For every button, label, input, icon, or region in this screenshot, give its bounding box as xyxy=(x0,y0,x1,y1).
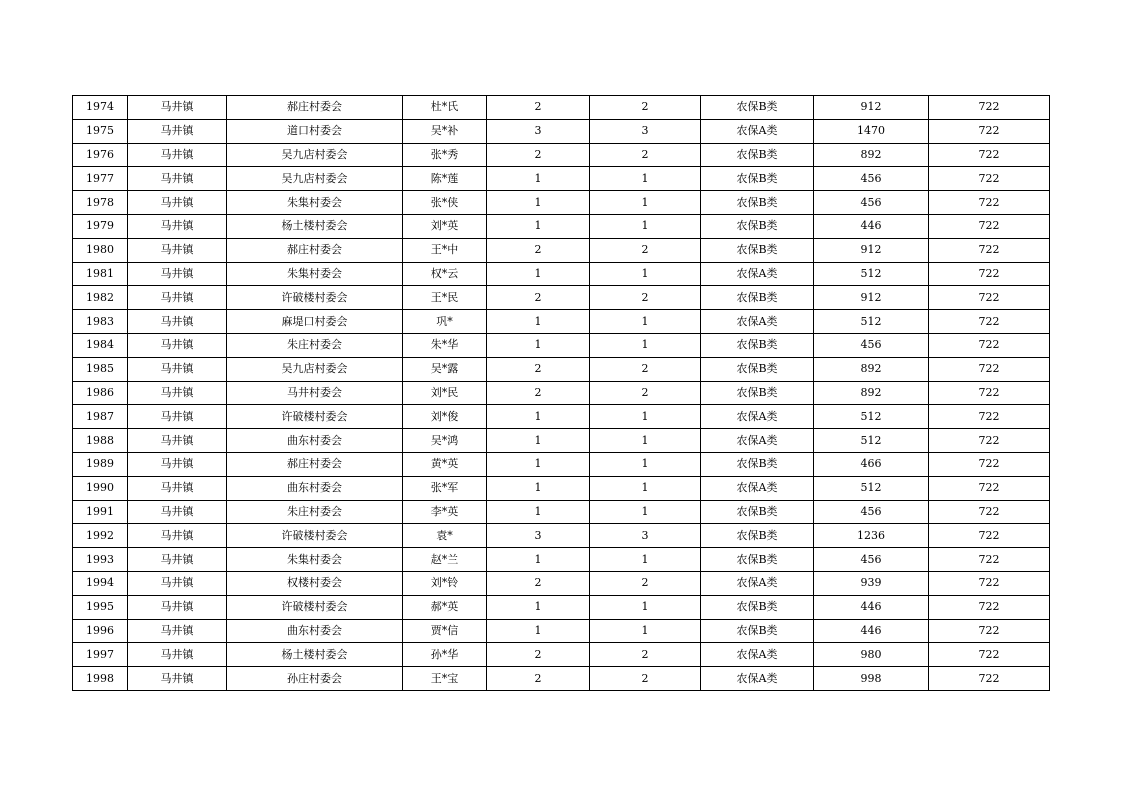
town-cell: 马井镇 xyxy=(128,262,227,286)
household-count-cell: 2 xyxy=(487,238,590,262)
serial-number-cell: 1986 xyxy=(73,381,128,405)
person-name-cell: 王*民 xyxy=(403,286,487,310)
household-count-cell: 1 xyxy=(487,619,590,643)
village-committee-cell: 吴九店村委会 xyxy=(227,143,403,167)
village-committee-cell: 朱庄村委会 xyxy=(227,333,403,357)
insured-count-cell: 2 xyxy=(590,143,701,167)
table-row xyxy=(73,524,1050,548)
insured-count-cell: 1 xyxy=(590,167,701,191)
household-count-cell: 1 xyxy=(487,333,590,357)
amount-cell: 456 xyxy=(814,167,929,191)
village-committee-cell: 曲东村委会 xyxy=(227,619,403,643)
amount-cell: 466 xyxy=(814,452,929,476)
insurance-category-cell: 农保B类 xyxy=(701,548,814,572)
serial-number-cell: 1997 xyxy=(73,643,128,667)
serial-number-cell: 1989 xyxy=(73,452,128,476)
insured-count-cell: 1 xyxy=(590,548,701,572)
town-cell: 马井镇 xyxy=(128,500,227,524)
person-name-cell: 张*军 xyxy=(403,476,487,500)
serial-number-cell: 1984 xyxy=(73,333,128,357)
amount-cell: 446 xyxy=(814,595,929,619)
standard-cell: 722 xyxy=(929,238,1050,262)
insured-count-cell: 1 xyxy=(590,429,701,453)
town-cell: 马井镇 xyxy=(128,571,227,595)
serial-number-cell: 1996 xyxy=(73,619,128,643)
town-cell: 马井镇 xyxy=(128,214,227,238)
serial-number-cell: 1992 xyxy=(73,524,128,548)
person-name-cell: 吴*露 xyxy=(403,357,487,381)
serial-number-cell: 1977 xyxy=(73,167,128,191)
serial-number-cell: 1994 xyxy=(73,571,128,595)
town-cell: 马井镇 xyxy=(128,405,227,429)
table-row xyxy=(73,143,1050,167)
insured-count-cell: 2 xyxy=(590,238,701,262)
village-committee-cell: 许破楼村委会 xyxy=(227,405,403,429)
person-name-cell: 袁* xyxy=(403,524,487,548)
standard-cell: 722 xyxy=(929,286,1050,310)
village-committee-cell: 郝庄村委会 xyxy=(227,452,403,476)
town-cell: 马井镇 xyxy=(128,357,227,381)
amount-cell: 912 xyxy=(814,96,929,120)
amount-cell: 512 xyxy=(814,476,929,500)
table-row xyxy=(73,643,1050,667)
table-row xyxy=(73,310,1050,334)
insurance-category-cell: 农保B类 xyxy=(701,333,814,357)
person-name-cell: 黄*英 xyxy=(403,452,487,476)
insurance-category-cell: 农保A类 xyxy=(701,429,814,453)
person-name-cell: 赵*兰 xyxy=(403,548,487,572)
amount-cell: 512 xyxy=(814,262,929,286)
household-count-cell: 3 xyxy=(487,524,590,548)
insurance-category-cell: 农保A类 xyxy=(701,310,814,334)
table-row xyxy=(73,476,1050,500)
serial-number-cell: 1975 xyxy=(73,119,128,143)
household-count-cell: 1 xyxy=(487,310,590,334)
table-row xyxy=(73,119,1050,143)
village-committee-cell: 杨土楼村委会 xyxy=(227,214,403,238)
amount-cell: 1470 xyxy=(814,119,929,143)
table-row xyxy=(73,238,1050,262)
standard-cell: 722 xyxy=(929,262,1050,286)
person-name-cell: 李*英 xyxy=(403,500,487,524)
table-row xyxy=(73,667,1050,691)
serial-number-cell: 1987 xyxy=(73,405,128,429)
town-cell: 马井镇 xyxy=(128,452,227,476)
village-committee-cell: 许破楼村委会 xyxy=(227,286,403,310)
standard-cell: 722 xyxy=(929,667,1050,691)
table-row xyxy=(73,357,1050,381)
village-committee-cell: 马井村委会 xyxy=(227,381,403,405)
serial-number-cell: 1990 xyxy=(73,476,128,500)
table-row xyxy=(73,619,1050,643)
insurance-category-cell: 农保A类 xyxy=(701,119,814,143)
town-cell: 马井镇 xyxy=(128,238,227,262)
amount-cell: 456 xyxy=(814,333,929,357)
household-count-cell: 1 xyxy=(487,452,590,476)
insurance-category-cell: 农保B类 xyxy=(701,595,814,619)
village-committee-cell: 郝庄村委会 xyxy=(227,96,403,120)
insured-count-cell: 2 xyxy=(590,667,701,691)
amount-cell: 892 xyxy=(814,143,929,167)
table-row xyxy=(73,96,1050,120)
standard-cell: 722 xyxy=(929,548,1050,572)
standard-cell: 722 xyxy=(929,167,1050,191)
table-row xyxy=(73,571,1050,595)
household-count-cell: 2 xyxy=(487,571,590,595)
roster-table-body xyxy=(73,96,1050,691)
table-row xyxy=(73,191,1050,215)
insured-count-cell: 2 xyxy=(590,643,701,667)
household-count-cell: 1 xyxy=(487,214,590,238)
household-count-cell: 2 xyxy=(487,667,590,691)
insured-count-cell: 1 xyxy=(590,191,701,215)
standard-cell: 722 xyxy=(929,405,1050,429)
insurance-category-cell: 农保A类 xyxy=(701,476,814,500)
person-name-cell: 张*秀 xyxy=(403,143,487,167)
person-name-cell: 郝*英 xyxy=(403,595,487,619)
person-name-cell: 刘*铃 xyxy=(403,571,487,595)
person-name-cell: 朱*华 xyxy=(403,333,487,357)
insured-count-cell: 1 xyxy=(590,619,701,643)
household-count-cell: 1 xyxy=(487,548,590,572)
insured-count-cell: 1 xyxy=(590,452,701,476)
insured-count-cell: 1 xyxy=(590,310,701,334)
village-committee-cell: 曲东村委会 xyxy=(227,476,403,500)
amount-cell: 980 xyxy=(814,643,929,667)
amount-cell: 998 xyxy=(814,667,929,691)
person-name-cell: 吴*鸿 xyxy=(403,429,487,453)
town-cell: 马井镇 xyxy=(128,333,227,357)
village-committee-cell: 孙庄村委会 xyxy=(227,667,403,691)
table-row xyxy=(73,286,1050,310)
person-name-cell: 刘*俊 xyxy=(403,405,487,429)
village-committee-cell: 曲东村委会 xyxy=(227,429,403,453)
town-cell: 马井镇 xyxy=(128,191,227,215)
table-row xyxy=(73,548,1050,572)
insured-count-cell: 2 xyxy=(590,286,701,310)
insurance-category-cell: 农保A类 xyxy=(701,405,814,429)
insured-count-cell: 1 xyxy=(590,262,701,286)
person-name-cell: 张*侠 xyxy=(403,191,487,215)
household-count-cell: 1 xyxy=(487,191,590,215)
insured-count-cell: 1 xyxy=(590,333,701,357)
table-row xyxy=(73,429,1050,453)
village-committee-cell: 麻堤口村委会 xyxy=(227,310,403,334)
household-count-cell: 1 xyxy=(487,500,590,524)
insurance-category-cell: 农保B类 xyxy=(701,167,814,191)
serial-number-cell: 1981 xyxy=(73,262,128,286)
household-count-cell: 2 xyxy=(487,143,590,167)
amount-cell: 892 xyxy=(814,357,929,381)
insurance-category-cell: 农保A类 xyxy=(701,643,814,667)
amount-cell: 446 xyxy=(814,214,929,238)
standard-cell: 722 xyxy=(929,500,1050,524)
insured-count-cell: 1 xyxy=(590,595,701,619)
serial-number-cell: 1998 xyxy=(73,667,128,691)
insured-count-cell: 2 xyxy=(590,357,701,381)
table-row xyxy=(73,214,1050,238)
household-count-cell: 2 xyxy=(487,286,590,310)
household-count-cell: 2 xyxy=(487,643,590,667)
town-cell: 马井镇 xyxy=(128,429,227,453)
household-count-cell: 2 xyxy=(487,96,590,120)
village-committee-cell: 道口村委会 xyxy=(227,119,403,143)
town-cell: 马井镇 xyxy=(128,286,227,310)
person-name-cell: 王*宝 xyxy=(403,667,487,691)
insured-count-cell: 1 xyxy=(590,405,701,429)
insurance-category-cell: 农保B类 xyxy=(701,619,814,643)
village-committee-cell: 杨土楼村委会 xyxy=(227,643,403,667)
town-cell: 马井镇 xyxy=(128,119,227,143)
village-committee-cell: 许破楼村委会 xyxy=(227,524,403,548)
town-cell: 马井镇 xyxy=(128,476,227,500)
insurance-category-cell: 农保B类 xyxy=(701,381,814,405)
standard-cell: 722 xyxy=(929,96,1050,120)
standard-cell: 722 xyxy=(929,429,1050,453)
serial-number-cell: 1993 xyxy=(73,548,128,572)
amount-cell: 446 xyxy=(814,619,929,643)
village-committee-cell: 朱集村委会 xyxy=(227,262,403,286)
standard-cell: 722 xyxy=(929,524,1050,548)
standard-cell: 722 xyxy=(929,119,1050,143)
town-cell: 马井镇 xyxy=(128,524,227,548)
amount-cell: 892 xyxy=(814,381,929,405)
town-cell: 马井镇 xyxy=(128,310,227,334)
household-count-cell: 1 xyxy=(487,476,590,500)
insured-count-cell: 2 xyxy=(590,571,701,595)
town-cell: 马井镇 xyxy=(128,643,227,667)
household-count-cell: 1 xyxy=(487,595,590,619)
village-committee-cell: 朱集村委会 xyxy=(227,548,403,572)
standard-cell: 722 xyxy=(929,452,1050,476)
insurance-category-cell: 农保B类 xyxy=(701,143,814,167)
person-name-cell: 杜*氏 xyxy=(403,96,487,120)
village-committee-cell: 吴九店村委会 xyxy=(227,357,403,381)
insurance-category-cell: 农保B类 xyxy=(701,357,814,381)
person-name-cell: 刘*民 xyxy=(403,381,487,405)
insurance-category-cell: 农保B类 xyxy=(701,452,814,476)
amount-cell: 939 xyxy=(814,571,929,595)
household-count-cell: 2 xyxy=(487,357,590,381)
insured-count-cell: 1 xyxy=(590,500,701,524)
standard-cell: 722 xyxy=(929,381,1050,405)
amount-cell: 912 xyxy=(814,286,929,310)
serial-number-cell: 1978 xyxy=(73,191,128,215)
standard-cell: 722 xyxy=(929,143,1050,167)
town-cell: 马井镇 xyxy=(128,143,227,167)
village-committee-cell: 吴九店村委会 xyxy=(227,167,403,191)
insurance-category-cell: 农保A类 xyxy=(701,667,814,691)
person-name-cell: 权*云 xyxy=(403,262,487,286)
town-cell: 马井镇 xyxy=(128,381,227,405)
table-row xyxy=(73,381,1050,405)
village-committee-cell: 朱庄村委会 xyxy=(227,500,403,524)
standard-cell: 722 xyxy=(929,571,1050,595)
person-name-cell: 吴*补 xyxy=(403,119,487,143)
town-cell: 马井镇 xyxy=(128,619,227,643)
person-name-cell: 王*中 xyxy=(403,238,487,262)
standard-cell: 722 xyxy=(929,476,1050,500)
serial-number-cell: 1988 xyxy=(73,429,128,453)
insured-count-cell: 3 xyxy=(590,119,701,143)
insurance-category-cell: 农保A类 xyxy=(701,571,814,595)
household-count-cell: 2 xyxy=(487,381,590,405)
village-committee-cell: 权楼村委会 xyxy=(227,571,403,595)
serial-number-cell: 1979 xyxy=(73,214,128,238)
person-name-cell: 巩* xyxy=(403,310,487,334)
serial-number-cell: 1982 xyxy=(73,286,128,310)
insurance-category-cell: 农保B类 xyxy=(701,500,814,524)
table-row xyxy=(73,595,1050,619)
standard-cell: 722 xyxy=(929,619,1050,643)
person-name-cell: 孙*华 xyxy=(403,643,487,667)
amount-cell: 512 xyxy=(814,429,929,453)
standard-cell: 722 xyxy=(929,214,1050,238)
serial-number-cell: 1983 xyxy=(73,310,128,334)
insured-count-cell: 3 xyxy=(590,524,701,548)
amount-cell: 456 xyxy=(814,191,929,215)
serial-number-cell: 1980 xyxy=(73,238,128,262)
standard-cell: 722 xyxy=(929,333,1050,357)
village-committee-cell: 许破楼村委会 xyxy=(227,595,403,619)
insured-count-cell: 1 xyxy=(590,214,701,238)
document-page xyxy=(72,95,1050,691)
town-cell: 马井镇 xyxy=(128,96,227,120)
roster-table xyxy=(72,95,1050,691)
village-committee-cell: 郝庄村委会 xyxy=(227,238,403,262)
serial-number-cell: 1985 xyxy=(73,357,128,381)
insured-count-cell: 2 xyxy=(590,96,701,120)
serial-number-cell: 1976 xyxy=(73,143,128,167)
standard-cell: 722 xyxy=(929,310,1050,334)
insured-count-cell: 1 xyxy=(590,476,701,500)
table-row xyxy=(73,500,1050,524)
insurance-category-cell: 农保B类 xyxy=(701,214,814,238)
table-row xyxy=(73,333,1050,357)
household-count-cell: 1 xyxy=(487,167,590,191)
amount-cell: 1236 xyxy=(814,524,929,548)
amount-cell: 512 xyxy=(814,310,929,334)
town-cell: 马井镇 xyxy=(128,595,227,619)
household-count-cell: 1 xyxy=(487,262,590,286)
insurance-category-cell: 农保B类 xyxy=(701,96,814,120)
amount-cell: 456 xyxy=(814,548,929,572)
table-row xyxy=(73,452,1050,476)
standard-cell: 722 xyxy=(929,191,1050,215)
table-row xyxy=(73,167,1050,191)
town-cell: 马井镇 xyxy=(128,548,227,572)
insurance-category-cell: 农保B类 xyxy=(701,191,814,215)
insurance-category-cell: 农保B类 xyxy=(701,238,814,262)
amount-cell: 512 xyxy=(814,405,929,429)
household-count-cell: 3 xyxy=(487,119,590,143)
insurance-category-cell: 农保B类 xyxy=(701,524,814,548)
standard-cell: 722 xyxy=(929,357,1050,381)
standard-cell: 722 xyxy=(929,643,1050,667)
village-committee-cell: 朱集村委会 xyxy=(227,191,403,215)
person-name-cell: 刘*英 xyxy=(403,214,487,238)
serial-number-cell: 1974 xyxy=(73,96,128,120)
insurance-category-cell: 农保B类 xyxy=(701,286,814,310)
table-row xyxy=(73,405,1050,429)
person-name-cell: 陈*莲 xyxy=(403,167,487,191)
person-name-cell: 贾*信 xyxy=(403,619,487,643)
insurance-category-cell: 农保A类 xyxy=(701,262,814,286)
amount-cell: 912 xyxy=(814,238,929,262)
household-count-cell: 1 xyxy=(487,405,590,429)
serial-number-cell: 1995 xyxy=(73,595,128,619)
insured-count-cell: 2 xyxy=(590,381,701,405)
town-cell: 马井镇 xyxy=(128,167,227,191)
standard-cell: 722 xyxy=(929,595,1050,619)
serial-number-cell: 1991 xyxy=(73,500,128,524)
town-cell: 马井镇 xyxy=(128,667,227,691)
household-count-cell: 1 xyxy=(487,429,590,453)
table-row xyxy=(73,262,1050,286)
amount-cell: 456 xyxy=(814,500,929,524)
